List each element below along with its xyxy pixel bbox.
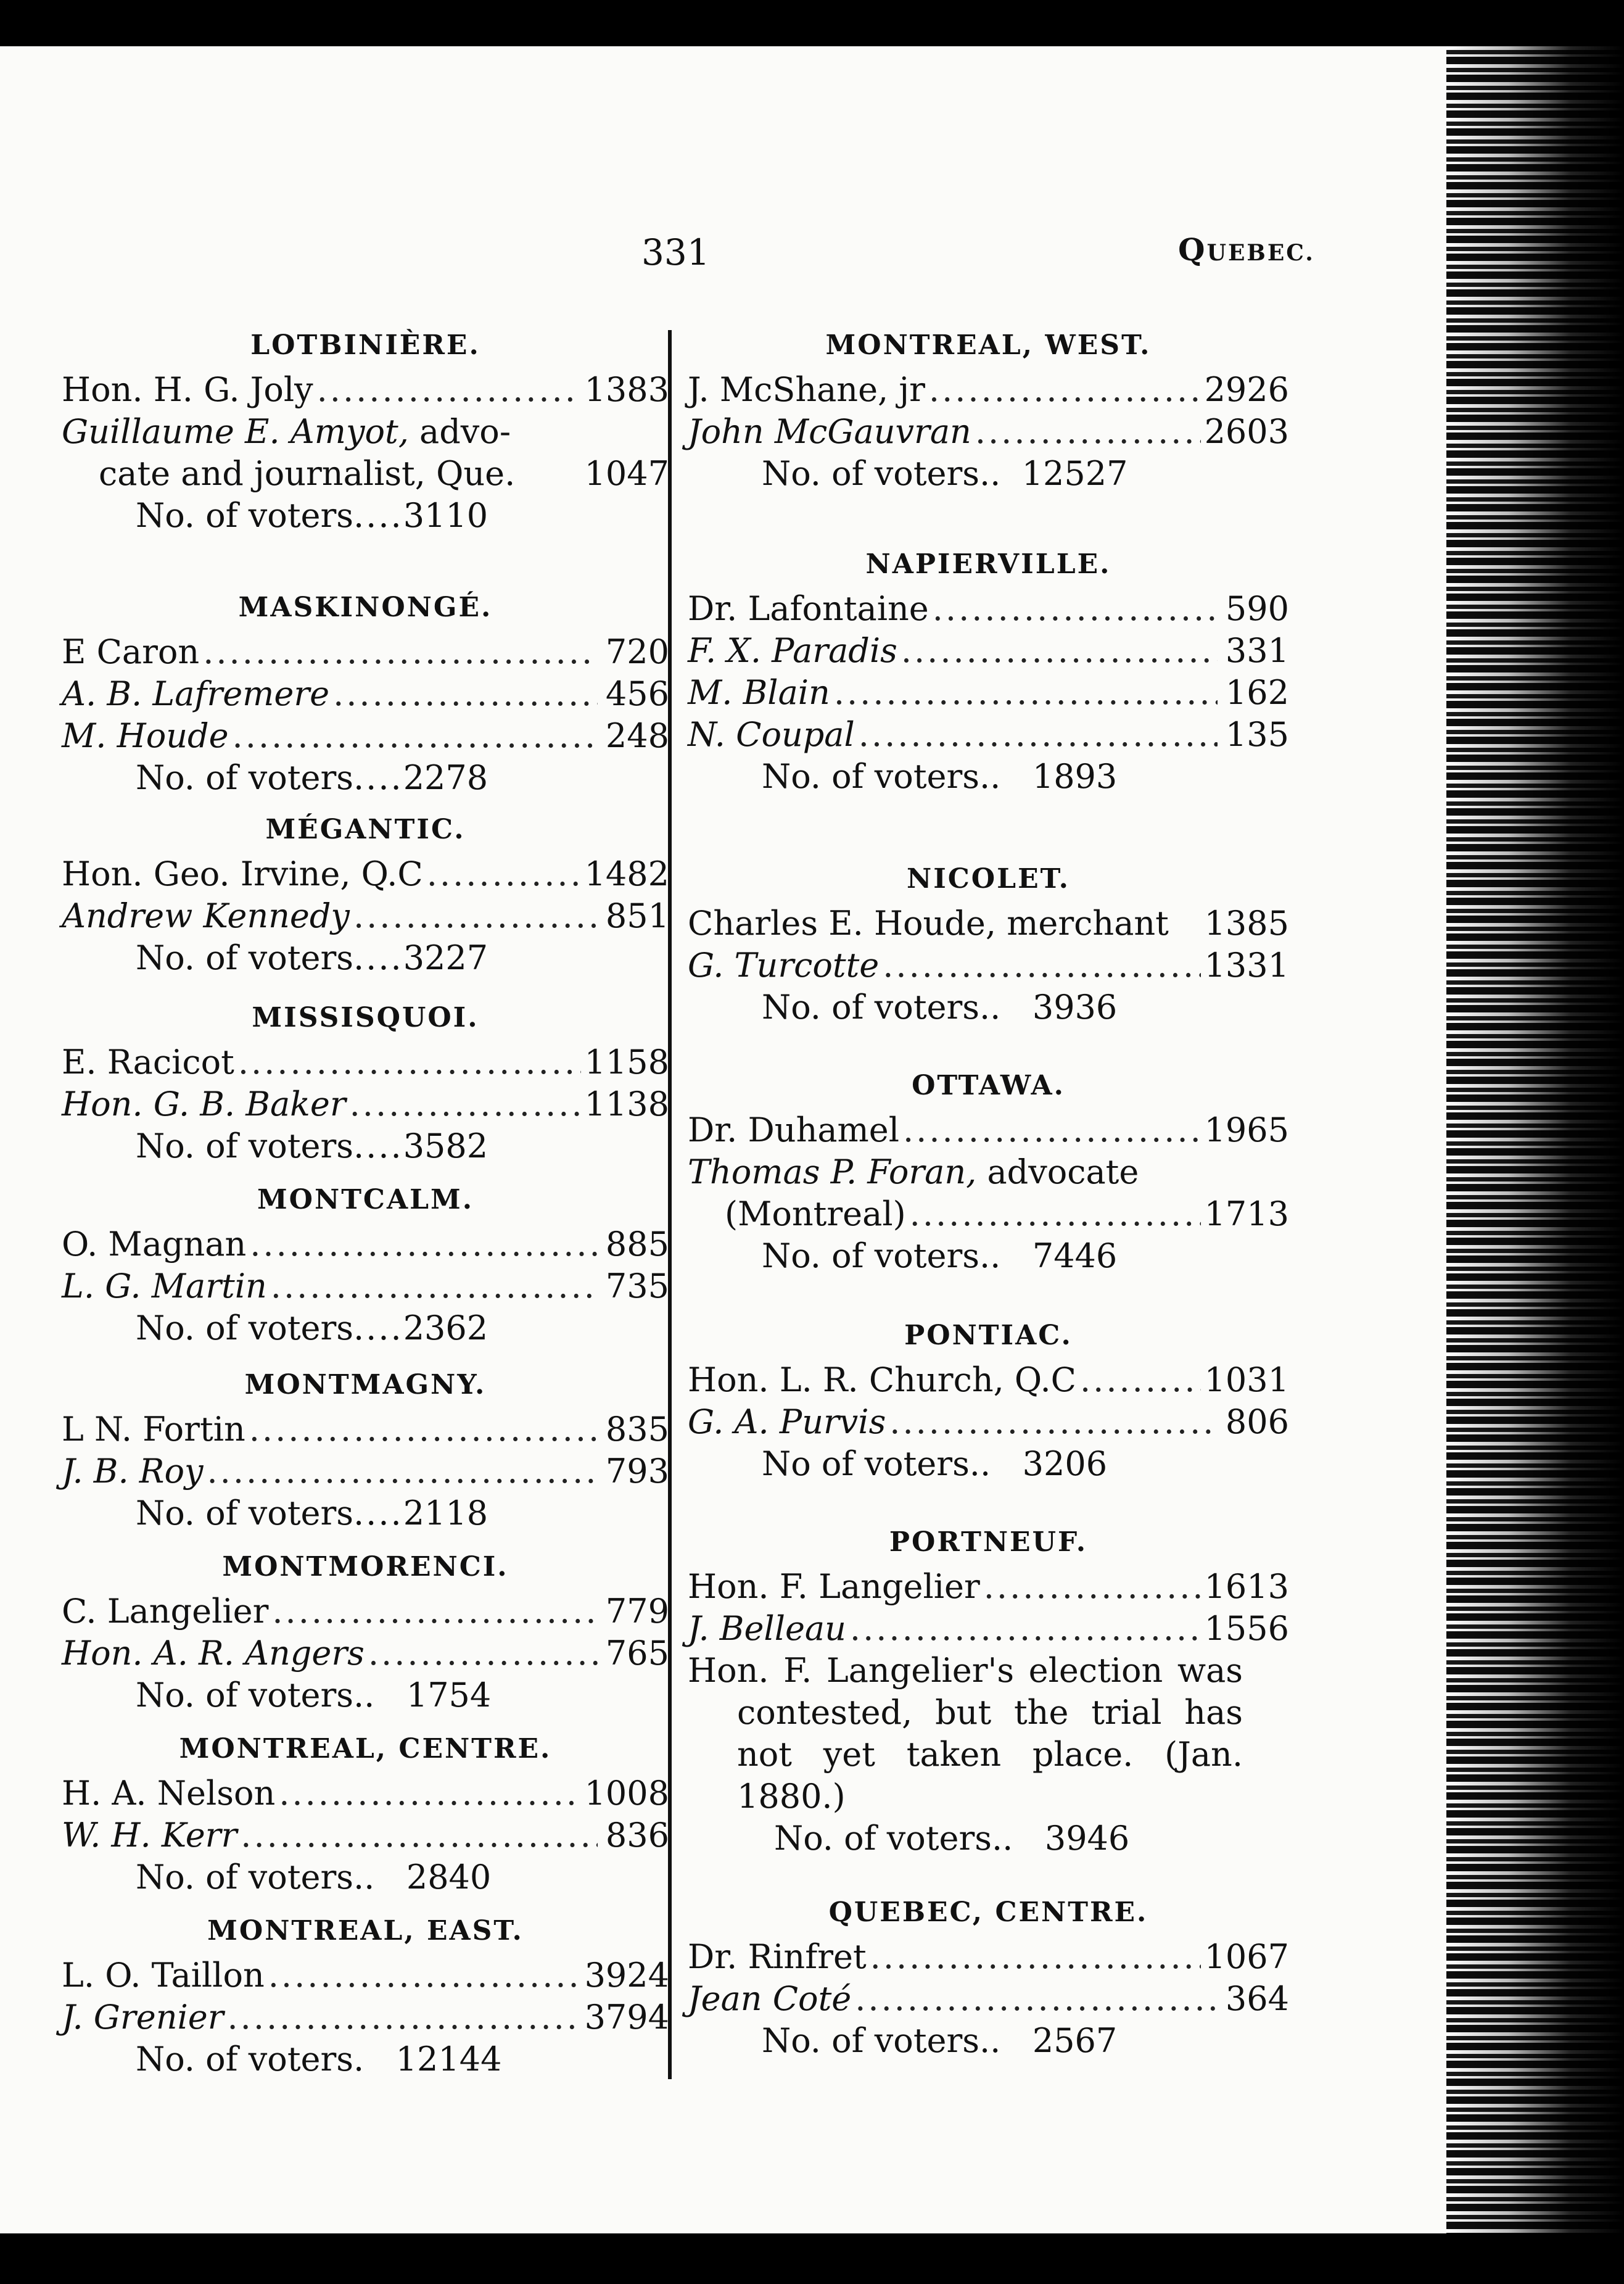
candidate-row bbox=[62, 453, 669, 495]
section-heading: LOTBINIÈRE. bbox=[250, 329, 480, 361]
candidate-name-line bbox=[62, 411, 669, 453]
election-note: Hon. F. Langelier's election was contested, but the trial has not yet taken place. (Jan. 1880.) bbox=[688, 1651, 1243, 1816]
candidate-name: John McGauvran bbox=[688, 412, 971, 451]
vote-count: 1031 bbox=[1204, 1360, 1289, 1399]
leader-dots bbox=[883, 945, 1200, 987]
section-heading: MÉGANTIC. bbox=[265, 814, 466, 845]
vote-count: 1385 bbox=[1204, 904, 1289, 943]
candidate-row bbox=[688, 714, 1289, 756]
voters-label: No. of voters. bbox=[136, 2040, 365, 2079]
leader-dots bbox=[1080, 1359, 1201, 1401]
paper-sheet bbox=[0, 46, 1468, 2233]
candidate-row bbox=[688, 1109, 1289, 1151]
candidate-name: M. Blain bbox=[688, 673, 830, 712]
candidate-name: A. B. Lafremere bbox=[62, 674, 330, 713]
vote-count: 1713 bbox=[1204, 1194, 1289, 1233]
vote-count: 135 bbox=[1225, 715, 1289, 754]
running-head-initial: Q bbox=[1178, 231, 1207, 268]
voters-total bbox=[62, 937, 669, 979]
leader-dots bbox=[350, 1083, 581, 1125]
section-portneuf bbox=[688, 1524, 1289, 1860]
voters-label: No. of voters.. bbox=[762, 2021, 1001, 2060]
vote-count: 1158 bbox=[584, 1043, 669, 1082]
voters-label: No. of voters bbox=[136, 1494, 354, 1533]
voters-value: 12144 bbox=[395, 2040, 502, 2079]
voters-label: No. of voters.. bbox=[762, 757, 1001, 796]
vote-count: 3924 bbox=[584, 1956, 669, 1995]
vote-count: 720 bbox=[605, 632, 669, 671]
leader-dots bbox=[207, 1450, 598, 1492]
leader-dots bbox=[870, 1936, 1201, 1978]
candidate-row bbox=[688, 672, 1289, 714]
candidate-name: Hon. H. G. Joly bbox=[62, 370, 313, 409]
candidate-name-line bbox=[688, 1151, 1289, 1193]
candidate-row bbox=[688, 411, 1289, 453]
candidate-row bbox=[688, 588, 1289, 630]
leader-dots bbox=[368, 1632, 598, 1674]
leader-dots bbox=[850, 1608, 1201, 1650]
running-head bbox=[1178, 231, 1315, 268]
vote-count: 1482 bbox=[584, 854, 669, 893]
section-montmagny bbox=[62, 1367, 669, 1534]
leader-dots bbox=[250, 1223, 598, 1265]
vote-count: 765 bbox=[605, 1634, 669, 1673]
leader-dots bbox=[427, 853, 581, 895]
voters-label: No. of voters.. bbox=[762, 1236, 1001, 1275]
voters-value: 2278 bbox=[403, 758, 488, 797]
candidate-name: L. O. Taillon bbox=[62, 1956, 265, 1995]
section-maskinonge bbox=[62, 589, 669, 799]
candidate-name: N. Coupal bbox=[688, 715, 855, 754]
voters-value: 2118 bbox=[403, 1494, 488, 1533]
voters-total bbox=[62, 1856, 669, 1898]
vote-count: 1613 bbox=[1204, 1567, 1289, 1606]
section-heading: MONTMAGNY. bbox=[244, 1369, 487, 1401]
candidate-name: Hon. F. Langelier bbox=[688, 1567, 980, 1606]
voters-total bbox=[688, 1818, 1289, 1860]
voters-value: 12527 bbox=[1021, 454, 1128, 493]
vote-count: 806 bbox=[1225, 1402, 1289, 1441]
voters-value: 1754 bbox=[406, 1676, 492, 1715]
voters-label: No. of voters bbox=[136, 1309, 354, 1347]
voters-value: 3110 bbox=[403, 496, 488, 535]
voters-label: No. of voters.. bbox=[136, 1676, 375, 1715]
candidate-name: J. Grenier bbox=[62, 1998, 224, 2037]
leader-dots bbox=[984, 1566, 1201, 1608]
candidate-row bbox=[688, 369, 1289, 411]
vote-count: 851 bbox=[605, 896, 669, 935]
voters-value: 3936 bbox=[1032, 988, 1118, 1027]
section-heading: MONTMORENCI. bbox=[222, 1551, 509, 1583]
leader-dots bbox=[910, 1193, 1201, 1235]
vote-count: 590 bbox=[1225, 589, 1289, 628]
vote-count: 1047 bbox=[584, 454, 669, 493]
voters-label: No. of voters.. bbox=[774, 1819, 1013, 1858]
leader-dots bbox=[353, 758, 403, 797]
running-head-rest: UEBEC. bbox=[1206, 240, 1315, 266]
page-number: 331 bbox=[641, 231, 710, 273]
candidate-name: Dr. Lafontaine bbox=[688, 589, 929, 628]
voters-total bbox=[688, 2020, 1289, 2062]
voters-total bbox=[688, 453, 1289, 495]
leader-dots bbox=[271, 1265, 598, 1307]
candidate-name: Hon. A. R. Angers bbox=[62, 1634, 365, 1673]
section-nicolet bbox=[688, 861, 1289, 1028]
vote-count: 735 bbox=[605, 1267, 669, 1305]
section-heading: MONTREAL, CENTRE. bbox=[179, 1733, 552, 1765]
vote-count: 2603 bbox=[1204, 412, 1289, 451]
leader-dots bbox=[233, 715, 598, 757]
candidate-row bbox=[688, 1193, 1289, 1235]
vote-count: 1008 bbox=[584, 1774, 669, 1813]
candidate-name: E. Racicot bbox=[62, 1043, 234, 1082]
section-heading: MASKINONGÉ. bbox=[238, 592, 493, 623]
leader-dots bbox=[903, 1109, 1201, 1151]
candidate-name: Guillaume E. Amyot, bbox=[62, 412, 409, 451]
vote-count: 835 bbox=[605, 1410, 669, 1449]
voters-total bbox=[688, 1235, 1289, 1277]
vote-count: 779 bbox=[605, 1592, 669, 1631]
section-lotbiniere bbox=[62, 327, 669, 537]
voters-value: 2362 bbox=[403, 1309, 488, 1347]
vote-count: 456 bbox=[605, 674, 669, 713]
candidate-name: E Caron bbox=[62, 632, 200, 671]
candidate-row bbox=[62, 673, 669, 715]
candidate-row bbox=[62, 631, 669, 673]
voters-total bbox=[688, 756, 1289, 798]
candidate-name: Dr. Rinfret bbox=[688, 1937, 867, 1976]
candidate-description: cate and journalist, Que. bbox=[99, 454, 516, 493]
leader-dots bbox=[901, 630, 1218, 672]
section-montreal-west bbox=[688, 327, 1289, 495]
candidate-name: Andrew Kennedy bbox=[62, 896, 350, 935]
voters-value: 7446 bbox=[1032, 1236, 1118, 1275]
candidate-name: Jean Coté bbox=[688, 1979, 852, 2018]
leader-dots bbox=[855, 1978, 1218, 2020]
voters-label: No. of voters bbox=[136, 1127, 354, 1165]
candidate-row bbox=[688, 903, 1289, 945]
candidate-row bbox=[688, 945, 1289, 987]
leader-dots bbox=[241, 1814, 598, 1856]
vote-count: 162 bbox=[1225, 673, 1289, 712]
candidate-description: advo- bbox=[408, 412, 511, 451]
leader-dots bbox=[333, 673, 598, 715]
voters-total bbox=[688, 987, 1289, 1028]
candidate-row bbox=[62, 1773, 669, 1814]
vote-count: 885 bbox=[605, 1225, 669, 1264]
leader-dots bbox=[279, 1773, 580, 1814]
section-montreal-centre bbox=[62, 1731, 669, 1898]
candidate-name: F. X. Paradis bbox=[688, 631, 897, 670]
scan-border bbox=[0, 2233, 1624, 2284]
voters-value: 2567 bbox=[1032, 2021, 1118, 2060]
voters-total bbox=[62, 2038, 669, 2080]
vote-count: 331 bbox=[1225, 631, 1289, 670]
section-heading: OTTAWA. bbox=[912, 1070, 1065, 1101]
voters-value: 3582 bbox=[403, 1127, 488, 1165]
section-montreal-east bbox=[62, 1913, 669, 2080]
candidate-row bbox=[62, 895, 669, 937]
candidate-description: advocate bbox=[976, 1152, 1139, 1191]
leader-dots bbox=[353, 1127, 403, 1165]
voters-label: No. of voters bbox=[136, 496, 354, 535]
leader-dots bbox=[933, 588, 1218, 630]
leader-dots bbox=[353, 895, 598, 937]
section-quebec-centre bbox=[688, 1894, 1289, 2062]
voters-value: 3946 bbox=[1044, 1819, 1130, 1858]
leader-dots bbox=[889, 1401, 1218, 1443]
leader-dots bbox=[975, 411, 1201, 453]
section-heading: NAPIERVILLE. bbox=[865, 548, 1111, 580]
leader-dots bbox=[353, 938, 403, 977]
leader-dots bbox=[353, 1309, 403, 1347]
candidate-name: Thomas P. Foran, bbox=[688, 1152, 977, 1191]
section-ottawa bbox=[688, 1067, 1289, 1277]
voters-value: 2840 bbox=[406, 1858, 492, 1897]
vote-count: 1556 bbox=[1204, 1609, 1289, 1648]
candidate-name: L. G. Martin bbox=[62, 1267, 267, 1305]
vote-count: 1138 bbox=[584, 1085, 669, 1123]
vote-count: 1965 bbox=[1204, 1111, 1289, 1149]
candidate-name: J. McShane, jr bbox=[688, 370, 925, 409]
vote-count: 3794 bbox=[584, 1998, 669, 2037]
voters-label: No. of voters bbox=[136, 758, 354, 797]
voters-value: 1893 bbox=[1032, 757, 1118, 796]
scanned-page-edge bbox=[1446, 46, 1624, 2233]
section-heading: QUEBEC, CENTRE. bbox=[828, 1897, 1148, 1928]
candidate-row bbox=[62, 1591, 669, 1632]
leader-dots bbox=[203, 631, 598, 673]
candidate-name: H. A. Nelson bbox=[62, 1774, 276, 1813]
section-heading: MONTCALM. bbox=[257, 1184, 474, 1215]
candidate-description: (Montreal) bbox=[725, 1194, 906, 1233]
section-heading: MONTREAL, EAST. bbox=[207, 1915, 524, 1947]
leader-dots bbox=[249, 1409, 598, 1450]
candidate-row bbox=[688, 1566, 1289, 1608]
candidate-name: G. A. Purvis bbox=[688, 1402, 886, 1441]
candidate-row bbox=[62, 1955, 669, 1996]
candidate-row bbox=[688, 1978, 1289, 2020]
leader-dots bbox=[353, 496, 403, 535]
candidate-row bbox=[62, 1450, 669, 1492]
candidate-row bbox=[62, 1409, 669, 1450]
voters-label: No. of voters bbox=[136, 938, 354, 977]
voters-total bbox=[62, 1125, 669, 1167]
candidate-row bbox=[62, 1083, 669, 1125]
leader-dots bbox=[238, 1041, 581, 1083]
candidate-name: Hon. Geo. Irvine, Q.C bbox=[62, 854, 423, 893]
voters-label: No. of voters.. bbox=[136, 1858, 375, 1897]
section-pontiac bbox=[688, 1317, 1289, 1485]
leader-dots bbox=[859, 714, 1218, 756]
candidate-row bbox=[62, 1041, 669, 1083]
vote-count: 248 bbox=[605, 716, 669, 755]
leader-dots bbox=[268, 1955, 581, 1996]
vote-count: 364 bbox=[1225, 1979, 1289, 2018]
section-missisquoi bbox=[62, 999, 669, 1167]
candidate-row bbox=[62, 853, 669, 895]
candidate-row bbox=[688, 630, 1289, 672]
section-heading: NICOLET. bbox=[906, 863, 1070, 895]
candidate-row bbox=[688, 1401, 1289, 1443]
leader-dots bbox=[929, 369, 1201, 411]
voters-total bbox=[62, 1492, 669, 1534]
leader-dots bbox=[228, 1996, 581, 2038]
scanned-page bbox=[0, 46, 1624, 2284]
section-heading: PORTNEUF. bbox=[889, 1526, 1088, 1558]
voters-label: No. of voters.. bbox=[762, 988, 1001, 1027]
leader-dots bbox=[834, 672, 1218, 714]
candidate-name: Hon. L. R. Church, Q.C bbox=[688, 1360, 1076, 1399]
voters-total bbox=[62, 1674, 669, 1716]
candidate-name: O. Magnan bbox=[62, 1225, 247, 1264]
leader-dots bbox=[272, 1591, 598, 1632]
candidate-name: Charles E. Houde, merchant bbox=[688, 904, 1169, 943]
voters-total bbox=[62, 495, 669, 537]
section-heading: PONTIAC. bbox=[904, 1320, 1073, 1351]
candidate-name: J. Belleau bbox=[688, 1609, 846, 1648]
section-megantic bbox=[62, 811, 669, 979]
candidate-name: Hon. G. B. Baker bbox=[62, 1085, 346, 1123]
leader-dots bbox=[353, 1494, 403, 1533]
section-heading: MISSISQUOI. bbox=[252, 1002, 479, 1033]
section-napierville bbox=[688, 546, 1289, 798]
candidate-row bbox=[62, 1996, 669, 2038]
voters-total bbox=[688, 1443, 1289, 1485]
candidate-name: G. Turcotte bbox=[688, 946, 880, 985]
voters-total bbox=[62, 757, 669, 799]
candidate-name: J. B. Roy bbox=[62, 1452, 204, 1491]
vote-count: 1331 bbox=[1204, 946, 1289, 985]
voters-label: No of voters.. bbox=[762, 1444, 991, 1483]
leader-dots bbox=[317, 369, 581, 411]
vote-count: 793 bbox=[605, 1452, 669, 1491]
section-montcalm bbox=[62, 1181, 669, 1349]
candidate-row bbox=[688, 1359, 1289, 1401]
candidate-name: L N. Fortin bbox=[62, 1410, 245, 1449]
candidate-name: W. H. Kerr bbox=[62, 1816, 237, 1855]
candidate-row bbox=[62, 1265, 669, 1307]
candidate-row bbox=[62, 369, 669, 411]
voters-value: 3227 bbox=[403, 938, 488, 977]
candidate-row bbox=[62, 1632, 669, 1674]
candidate-row bbox=[62, 1223, 669, 1265]
candidate-name: Dr. Duhamel bbox=[688, 1111, 899, 1149]
section-heading: MONTREAL, WEST. bbox=[825, 329, 1152, 361]
vote-count: 2926 bbox=[1204, 370, 1289, 409]
candidate-name: M. Houde bbox=[62, 716, 229, 755]
candidate-name: C. Langelier bbox=[62, 1592, 269, 1631]
candidate-row bbox=[688, 1608, 1289, 1650]
vote-count: 1067 bbox=[1204, 1937, 1289, 1976]
candidate-row bbox=[62, 1814, 669, 1856]
candidate-row bbox=[688, 1936, 1289, 1978]
voters-label: No. of voters.. bbox=[762, 454, 1001, 493]
vote-count: 1383 bbox=[584, 370, 669, 409]
section-montmorenci bbox=[62, 1549, 669, 1716]
voters-total bbox=[62, 1307, 669, 1349]
vote-count: 836 bbox=[605, 1816, 669, 1855]
voters-value: 3206 bbox=[1022, 1444, 1108, 1483]
candidate-row bbox=[62, 715, 669, 757]
